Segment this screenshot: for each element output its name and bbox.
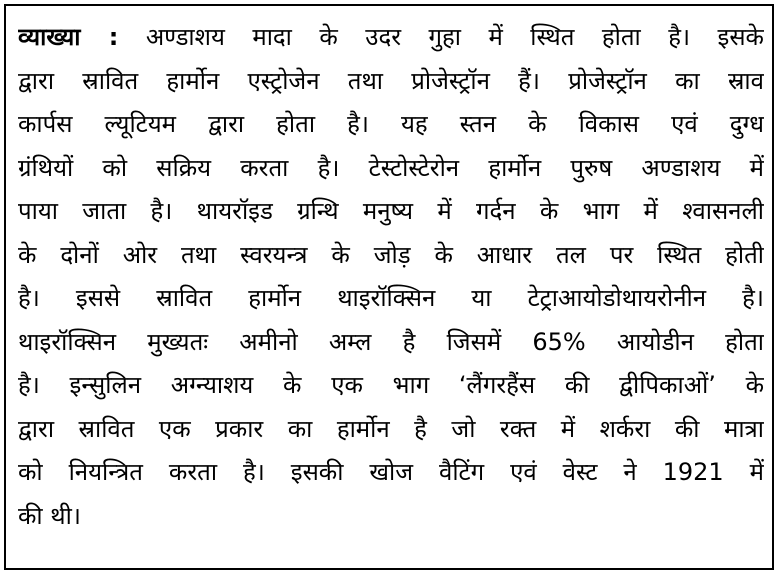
text-line-1-body: अण्डाशय मादा के उदर गुहा में स्थित होता है। इसके [145, 23, 764, 51]
text-line-4: ग्रंथियों को सक्रिय करता है। टेस्टोस्टेरोन हार्मोन पुरुष अण्डाशय में [18, 153, 764, 182]
text-line-7: है। इससे स्रावित हार्मोन थाइरॉक्सिन या टेट्राआयोडोथायरोनीन है। [18, 284, 764, 312]
explanation-box [4, 4, 774, 570]
text-line-11: को नियन्त्रित करता है। इसकी खोज वैटिंग एवं वेस्ट ने 1921 में [18, 458, 764, 486]
explanation-heading: व्याख्या : [18, 23, 119, 51]
explanation-text [18, 16, 764, 538]
text-line-1 [18, 16, 764, 60]
text-line-8: थाइरॉक्सिन मुख्यतः अमीनो अम्ल है जिसमें 65% आयोडीन होता [18, 327, 764, 356]
text-line-10: द्वारा स्रावित एक प्रकार का हार्मोन है जो रक्त में शर्करा की मात्रा [18, 414, 764, 443]
text-line-6: के दोनों ओर तथा स्वरयन्त्र के जोड़ के आधार तल पर स्थित होती [18, 240, 764, 269]
text-line-3: कार्पस ल्यूटियम द्वारा होता है। यह स्तन के विकास एवं दुग्ध [18, 110, 764, 138]
text-line-5: पाया जाता है। थायरॉइड ग्रन्थि मनुष्य में गर्दन के भाग में श्वासनली [18, 197, 764, 225]
text-line-2: द्वारा स्रावित हार्मोन एस्ट्रोजेन तथा प्रोजेस्ट्रॉन हैं। प्रोजेस्ट्रॉन का स्राव [18, 66, 764, 95]
text-line-12: की थी। [18, 501, 81, 530]
text-line-9: है। इन्सुलिन अग्न्याशय के एक भाग ‘लैंगरहैंस की द्वीपिकाओं’ के [18, 371, 764, 399]
